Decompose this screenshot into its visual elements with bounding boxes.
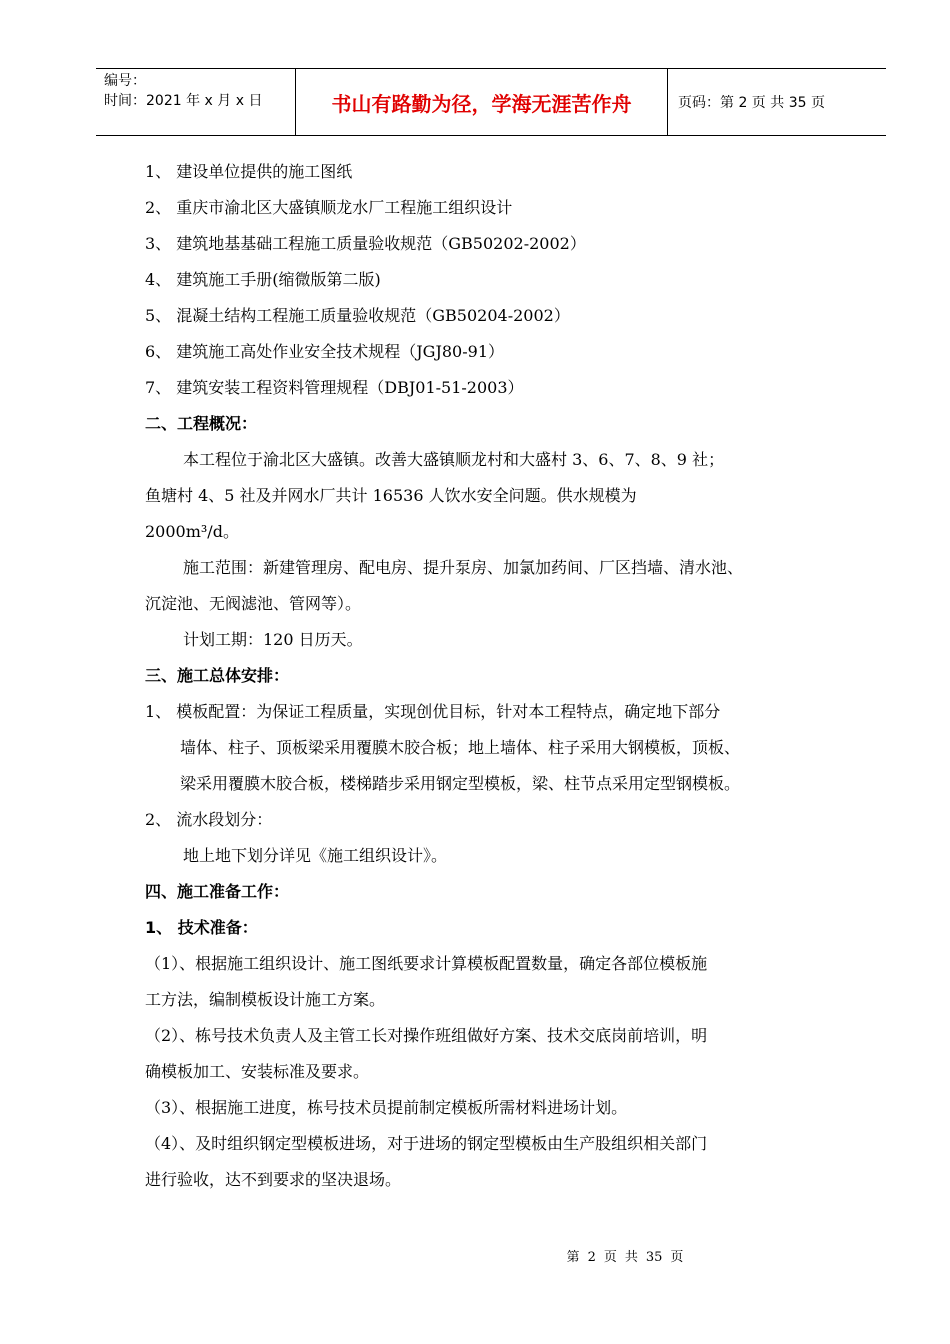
header-motto: 书山有路勤为径，学海无涯苦作舟 <box>296 69 668 135</box>
paragraph-line: 计划工期：120 日历天。 <box>183 630 363 649</box>
footer-total-pages: 35 <box>645 1250 663 1265</box>
header-meta <box>96 69 296 135</box>
paragraph-line: （1）、根据施工组织设计、施工图纸要求计算模板配置数量，确定各部位模板施 <box>145 954 708 973</box>
list-item: 2、 重庆市渝北区大盛镇顺龙水厂工程施工组织设计 <box>145 198 513 217</box>
paragraph-line: 墙体、柱子、顶板梁采用覆膜木胶合板；地上墙体、柱子采用大钢模板，顶板、 <box>180 738 741 757</box>
footer-page-number: 2 <box>587 1250 596 1265</box>
paragraph-line: 鱼塘村 4、5 社及并网水厂共计 16536 人饮水安全问题。供水规模为 <box>145 486 637 505</box>
paragraph-line: 施工范围：新建管理房、配电房、提升泵房、加氯加药间、厂区挡墙、清水池、 <box>183 558 744 577</box>
paragraph-line: 地上地下划分详见《施工组织设计》。 <box>183 846 448 865</box>
paragraph-line: 工方法，编制模板设计施工方案。 <box>145 990 386 1009</box>
paragraph-line: （3）、根据施工进度，栋号技术员提前制定模板所需材料进场计划。 <box>145 1098 628 1117</box>
number-label: 编号： <box>104 73 146 89</box>
list-item: 7、 建筑安装工程资料管理规程（DBJ01-51-2003） <box>145 378 524 397</box>
list-item: 1、 模板配置：为保证工程质量，实现创优目标，针对本工程特点，确定地下部分 <box>145 702 721 721</box>
paragraph-line: 沉淀池、无阀滤池、管网等）。 <box>145 594 362 613</box>
paragraph-line: 确模板加工、安装标准及要求。 <box>145 1062 370 1081</box>
page-footer <box>0 1246 950 1265</box>
paragraph-line: 梁采用覆膜木胶合板，楼梯踏步采用钢定型模板，梁、柱节点采用定型钢模板。 <box>180 774 741 793</box>
subsection-heading: 1、 技术准备： <box>145 918 258 937</box>
section-heading: 三、施工总体安排： <box>145 666 290 685</box>
page-header <box>96 68 886 136</box>
footer-word: 页 <box>670 1250 684 1265</box>
paragraph-line: 进行验收，达不到要求的坚决退场。 <box>145 1170 402 1189</box>
time-label: 时间：2021 年 x 月 x 日 <box>104 93 263 109</box>
paragraph-line: （4）、及时组织钢定型模板进场，对于进场的钢定型模板由生产股组织相关部门 <box>145 1134 708 1153</box>
section-heading: 四、施工准备工作： <box>145 882 290 901</box>
paragraph-line: 2000m³/d。 <box>145 522 239 541</box>
paragraph-line: 本工程位于渝北区大盛镇。改善大盛镇顺龙村和大盛村 3、6、7、8、9 社； <box>183 450 725 469</box>
footer-word: 第 <box>566 1250 580 1265</box>
list-item: 2、 流水段划分： <box>145 810 273 829</box>
list-item: 5、 混凝土结构工程施工质量验收规范（GB50204-2002） <box>145 306 570 325</box>
footer-word: 页 <box>603 1250 617 1265</box>
list-item: 3、 建筑地基基础工程施工质量验收规范（GB50202-2002） <box>145 234 586 253</box>
paragraph-line: （2）、栋号技术负责人及主管工长对操作班组做好方案、技术交底岗前培训，明 <box>145 1026 708 1045</box>
list-item: 1、 建设单位提供的施工图纸 <box>145 162 353 181</box>
header-page-label: 页码：第 2 页 共 35 页 <box>678 95 825 111</box>
list-item: 4、 建筑施工手册(缩微版第二版) <box>145 270 381 289</box>
list-item: 6、 建筑施工高处作业安全技术规程（JGJ80-91） <box>145 342 505 361</box>
section-heading: 二、工程概况： <box>145 414 258 433</box>
footer-word: 共 <box>624 1250 638 1265</box>
